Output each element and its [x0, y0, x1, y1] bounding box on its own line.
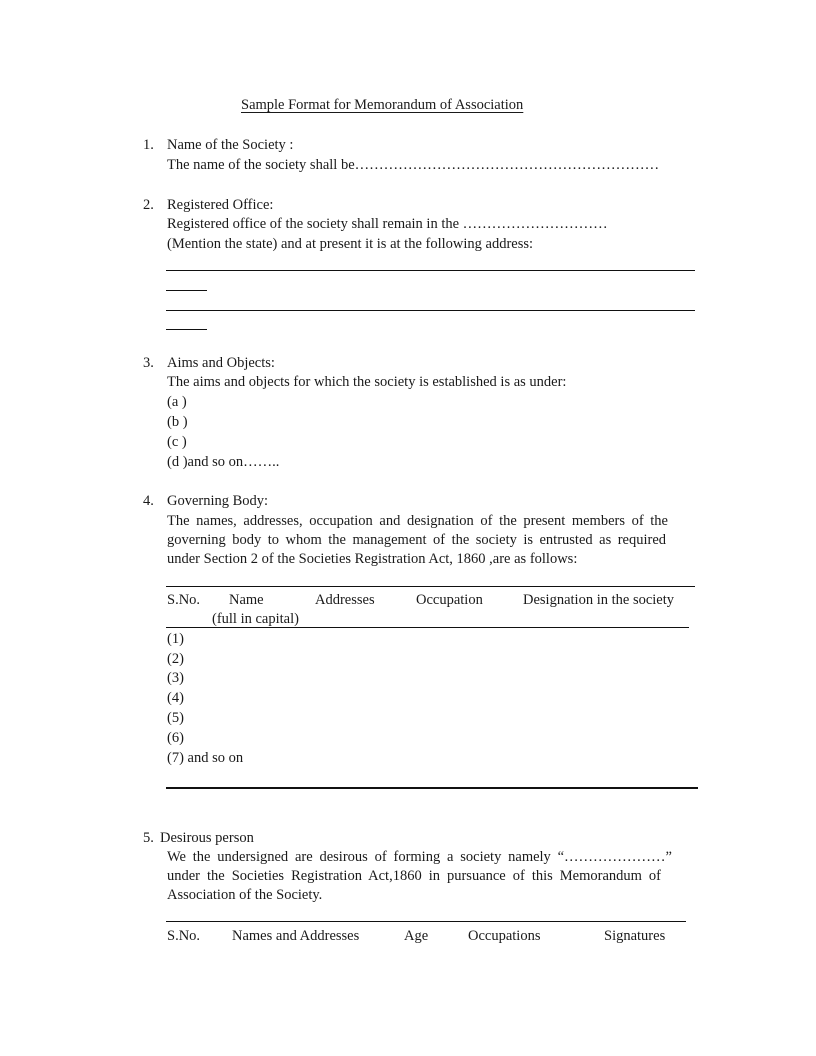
governing-row-3: (3): [167, 670, 184, 686]
section-2-text-line-2: (Mention the state) and at present it is at the following address:: [167, 236, 534, 252]
governing-row-7: (7) and so on: [167, 750, 244, 766]
governing-table-bottom-rule: [166, 787, 698, 789]
members-col-names-addresses: Names and Addresses: [232, 928, 360, 944]
address-blank-line-1: [166, 270, 695, 271]
aims-item-c: (c ): [167, 434, 187, 450]
governing-col-designation: Designation in the society: [523, 592, 675, 608]
governing-table-header-rule: [166, 627, 689, 628]
document-title: Sample Format for Memorandum of Association: [241, 97, 524, 113]
governing-row-5: (5): [167, 710, 184, 726]
section-4-heading: Governing Body:: [167, 493, 269, 509]
section-5-paragraph-line-3: Association of the Society.: [167, 887, 323, 903]
governing-row-4: (4): [167, 690, 184, 706]
section-3-heading: Aims and Objects:: [167, 355, 275, 371]
governing-col-name: Name: [229, 592, 264, 608]
section-1-number: 1.: [143, 137, 154, 153]
section-5-paragraph-line-2: under the Societies Registration Act,1860 in pursuance of this Memorandum of: [167, 868, 661, 884]
governing-row-1: (1): [167, 631, 184, 647]
governing-col-name-subtitle: (full in capital): [212, 611, 299, 627]
address-blank-line-1-wrap: [166, 290, 207, 291]
address-blank-line-2-wrap: [166, 329, 207, 330]
section-4-paragraph-line-2: governing body to whom the management of the society is entrusted as required: [167, 532, 666, 548]
governing-col-addresses: Addresses: [315, 592, 375, 608]
section-1-text: The name of the society shall be………………………………………………………: [167, 157, 660, 173]
section-5-paragraph-line-1: We the undersigned are desirous of forming a society namely “…………………”: [167, 849, 672, 865]
section-1-heading: Name of the Society :: [167, 137, 294, 153]
section-2-number: 2.: [143, 197, 154, 213]
section-5-heading: Desirous person: [160, 830, 254, 846]
section-4-paragraph-line-3: under Section 2 of the Societies Registration Act, 1860 ,are as follows:: [167, 551, 578, 567]
section-3-text: The aims and objects for which the society is established is as under:: [167, 374, 567, 390]
members-col-occupations: Occupations: [468, 928, 541, 944]
members-table-top-rule: [166, 921, 686, 922]
section-2-heading: Registered Office:: [167, 197, 274, 213]
members-col-signatures: Signatures: [604, 928, 666, 944]
address-blank-line-2: [166, 310, 695, 311]
aims-item-d: (d )and so on……..: [167, 454, 280, 470]
aims-item-a: (a ): [167, 394, 187, 410]
members-col-sno: S.No.: [167, 928, 201, 944]
governing-col-sno: S.No.: [167, 592, 201, 608]
section-4-number: 4.: [143, 493, 154, 509]
members-col-age: Age: [404, 928, 429, 944]
section-3-number: 3.: [143, 355, 154, 371]
governing-col-occupation: Occupation: [416, 592, 483, 608]
section-5-number: 5.: [143, 830, 154, 846]
governing-table-top-rule: [166, 586, 695, 587]
governing-row-6: (6): [167, 730, 184, 746]
section-2-text-line-1: Registered office of the society shall remain in the …………………………: [167, 216, 608, 232]
governing-row-2: (2): [167, 651, 184, 667]
section-4-paragraph-line-1: The names, addresses, occupation and designation of the present members of the: [167, 513, 668, 529]
aims-item-b: (b ): [167, 414, 188, 430]
